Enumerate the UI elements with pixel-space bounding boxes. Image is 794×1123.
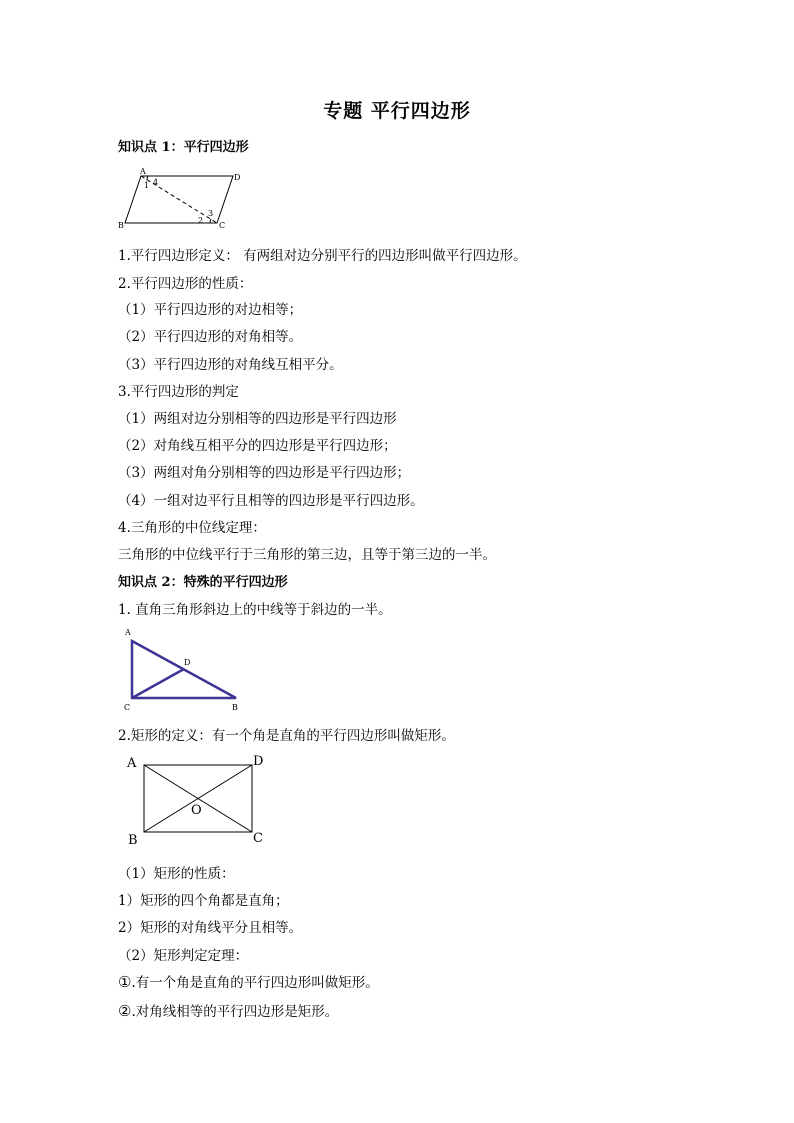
triangle-lines [132,641,236,698]
vertex-label-d: D [234,173,241,182]
vertex-label-b: B [232,703,238,712]
angle-label-4: 4 [153,178,159,187]
text-line: 1. 直角三角形斜边上的中线等于斜边的一半。 [118,602,392,618]
judge-text: .有一个角是直角的平行四边形叫做矩形。 [131,975,379,991]
vertex-label-c: C [219,221,226,230]
judge-text: .对角线相等的平行四边形是矩形。 [131,1004,339,1020]
vertex-label-c: C [124,703,131,712]
page-title: 专题 平行四边形 [323,100,471,122]
text-line: （2）矩形判定定理： [118,948,249,964]
text-line: 三角形的中位线平行于三角形的第三边，且等于第三边的一半。 [118,547,496,563]
angle-label-2: 2 [198,216,204,225]
text-line: （1）矩形的性质： [118,866,235,882]
judge-item [118,1000,338,1020]
vertex-label-d: D [253,754,264,769]
text-line: （3）两组对角分别相等的四边形是平行四边形； [118,465,411,481]
text-line: 2.矩形的定义：有一个角是直角的平行四边形叫做矩形。 [118,728,455,744]
vertex-label-b: B [128,833,138,848]
text-line: （4）一组对边平行且相等的四边形是平行四边形。 [118,493,424,509]
judge-item [118,971,379,991]
angle-arc-bottom [210,219,211,223]
vertex-label-b: B [118,221,124,230]
vertex-label-a: A [125,628,131,637]
angle-label-3: 3 [208,209,214,218]
text-line: （1）两组对边分别相等的四边形是平行四边形 [118,411,397,427]
right-triangle-figure [118,626,248,712]
center-label-o: O [191,803,202,818]
text-line: 1.平行四边形定义： 有两组对边分别平行的四边形叫做平行四边形。 [118,248,527,264]
section-heading-2: 知识点 2：特殊的平行四边形 [118,575,288,590]
text-line: 3.平行四边形的判定 [118,384,239,400]
text-line: 2）矩形的对角线平分且相等。 [118,920,303,936]
median-cd [132,669,184,698]
rectangle-figure [124,752,274,848]
text-line: （3）平行四边形的对角线互相平分。 [118,357,343,373]
vertex-label-a: A [127,756,137,771]
angle-label-1: 1 [144,181,150,190]
text-line: 1）矩形的四个角都是直角； [118,893,289,909]
circled-number-1: ① [118,973,132,991]
text-line: 4.三角形的中位线定理： [118,520,266,536]
text-line: （2）平行四边形的对角相等。 [118,329,303,345]
text-line: （1）平行四边形的对边相等； [118,302,303,318]
text-line: 2.平行四边形的性质： [118,276,253,292]
circled-number-2: ② [118,1002,132,1020]
vertex-label-c: C [253,831,263,846]
vertex-label-d: D [184,658,191,667]
vertex-label-a: A [140,167,146,176]
section-heading-1: 知识点 1：平行四边形 [118,140,249,155]
parallelogram-figure [118,166,248,234]
angle-arc-top [147,176,148,180]
text-line: （2）对角线互相平分的四边形是平行四边形； [118,438,397,454]
